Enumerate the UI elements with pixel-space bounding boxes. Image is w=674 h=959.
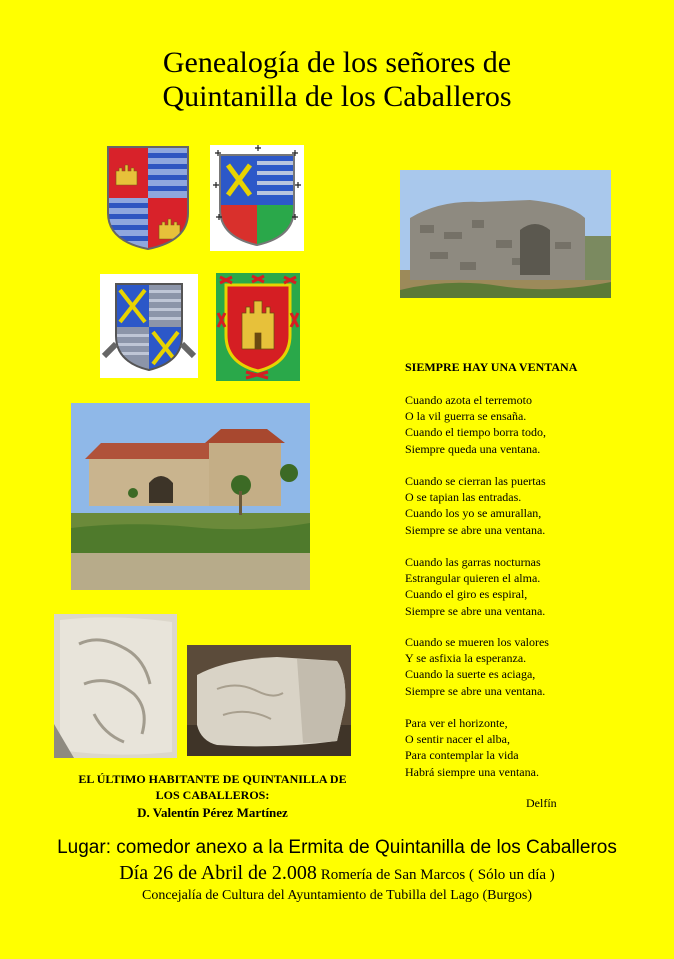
event-location: Lugar: comedor anexo a la Ermita de Quintanilla de los Caballeros	[57, 837, 617, 858]
poem-line: Siempre se abre una ventana.	[405, 522, 546, 537]
poem-line: Cuando la suerte es aciaga,	[405, 667, 536, 682]
poem-line: Siempre se abre una ventana.	[405, 683, 546, 698]
saltire-and-fleur-shield	[210, 145, 304, 251]
checkered-saltire-shield	[100, 274, 198, 378]
poem-line: Cuando los yo se amurallan,	[405, 506, 542, 521]
poem-stanza-4	[405, 634, 549, 699]
event-date-line	[0, 862, 674, 885]
poem-line: Cuando se mueren los valores	[405, 635, 549, 649]
poem-line: Y se asfixia la esperanza.	[405, 651, 527, 666]
poem-line: Cuando se cierran las puertas	[405, 474, 546, 488]
ruined-wall-photo	[400, 170, 611, 298]
poem-stanza-5	[405, 715, 539, 780]
poem-stanza-1	[405, 392, 546, 457]
stone-block-photo	[187, 645, 351, 756]
poem-stanza-3	[405, 554, 545, 619]
poem-stanza-2	[405, 473, 546, 538]
poem-line: Cuando el tiempo borra todo,	[405, 425, 546, 440]
hermitage-photo	[71, 403, 310, 590]
event-date: Día 26 de Abril de 2.008	[119, 862, 317, 884]
poem-line: O sentir nacer el alba,	[405, 732, 510, 747]
castles-and-stripes-shield	[104, 143, 192, 253]
poem-line: Habrá siempre una ventana.	[405, 764, 539, 779]
poem-line: Cuando el giro es espiral,	[405, 587, 528, 602]
poem-line: O se tapian las entradas.	[405, 490, 522, 505]
poem-line: Para ver el horizonte,	[405, 716, 508, 730]
poem-line: Estrangular quieren el alma.	[405, 571, 541, 586]
photo-caption	[40, 771, 385, 803]
poem-line: O la vil guerra se ensaña.	[405, 409, 527, 424]
caption-name: D. Valentín Pérez Martínez	[137, 805, 288, 820]
caption-line-1: EL ÚLTIMO HABITANTE DE QUINTANILLA DE	[78, 772, 347, 786]
title-line-2: Quintanilla de los Caballeros	[162, 80, 512, 113]
poem-line: Siempre se abre una ventana.	[405, 603, 546, 618]
poem-line: Siempre queda una ventana.	[405, 441, 541, 456]
page-title	[0, 46, 674, 114]
poem-line: Cuando azota el terremoto	[405, 393, 532, 407]
poem-title: SIEMPRE HAY UNA VENTANA	[405, 360, 578, 374]
carved-stone-photo	[54, 614, 177, 758]
poem-author: Delfín	[526, 796, 557, 810]
poem-line: Cuando las garras nocturnas	[405, 555, 541, 569]
castle-on-red-shield	[216, 273, 300, 381]
caption-line-2: LOS CABALLEROS:	[155, 788, 270, 802]
event-romeria: Romería de San Marcos ( Sólo un día )	[316, 867, 555, 883]
event-organizer: Concejalía de Cultura del Ayuntamiento de Tubilla del Lago (Burgos)	[141, 888, 532, 903]
poem-line: Para contemplar la vida	[405, 748, 519, 763]
title-line-1: Genealogía de los señores de	[162, 46, 512, 79]
